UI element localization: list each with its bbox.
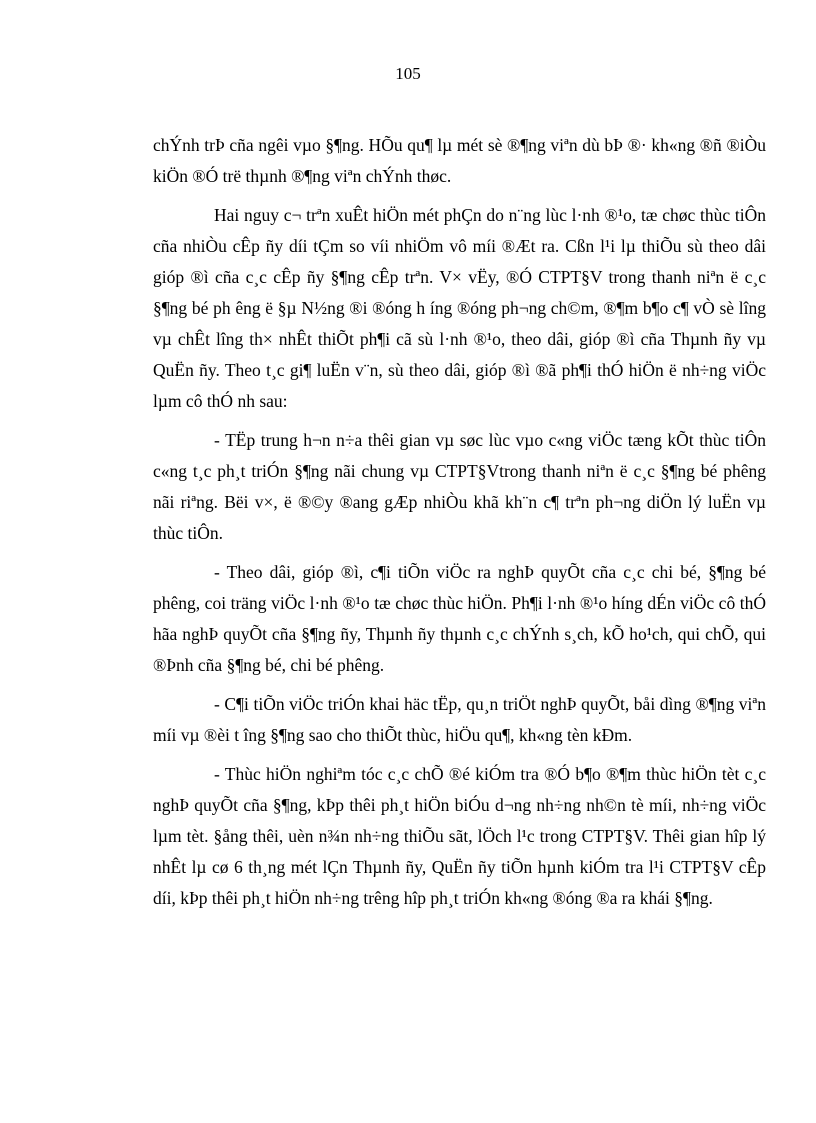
paragraph-6: - Thùc hiÖn nghiªm tóc c¸c chÕ ®é kiÓm tra ®Ó b¶o ®¶m thùc hiÖn tèt c¸c nghÞ quyÕt cña §¶ng, kÞp thêi ph¸t hiÖn biÓu d¬ng nh÷ng nh©n tè míi, nh÷ng viÖc lµm tèt. §ång thêi, uèn n¾n nh÷ng thiÕu sãt, lÖch l¹c trong CTPT§V. Thêi gian hîp lý nhÊt lµ cø 6 th¸ng mét lÇn Thµnh ñy, QuËn ñy tiÕn hµnh kiÓm tra l¹i CTPT§V cÊp díi, kÞp thêi ph¸t hiÖn nh÷ng trêng hîp ph¸t triÓn kh«ng ®óng ®a ra khái §¶ng. — [153, 764, 766, 908]
paragraph-4: - Theo dâi, gióp ®ì, c¶i tiÕn viÖc ra nghÞ quyÕt cña c¸c chi bé, §¶ng bé phêng, coi träng viÖc l·nh ®¹o tæ chøc thùc hiÖn. Ph¶i l·nh ®¹o híng dÉn viÖc cô thÓ hãa nghÞ quyÕt cña §¶ng ñy, Thµnh ñy thµnh c¸c chÝnh s¸ch, kÕ ho¹ch, qui chÕ, qui ®Þnh cña §¶ng bé, chi bé phêng. — [153, 562, 766, 675]
paragraph-1: chÝnh trÞ cña ngêi vµo §¶ng. HÕu qu¶ lµ mét sè ®¶ng viªn dù bÞ ®· kh«ng ®ñ ®iÒu kiÖn ®Ó trë thµnh ®¶ng viªn chÝnh thøc. — [153, 135, 766, 186]
paragraph-2: Hai nguy c¬ trªn xuÊt hiÖn mét phÇn do n¨ng lùc l·nh ®¹o, tæ chøc thùc tiÔn cña nhiÒu cÊp ñy díi tÇm so víi nhiÖm vô míi ®Æt ra. Cßn l¹i lµ thiÕu sù theo dâi gióp ®ì cña c¸c cÊp ñy §¶ng cÊp trªn. V× vËy, ®Ó CTPT§V trong thanh niªn ë c¸c §¶ng bé ph êng ë §µ N½ng ®i ®óng h íng ®óng ph¬ng ch©m, ®¶m b¶o c¶ vÒ sè lîng vµ chÊt lîng th× nhÊt thiÕt ph¶i cã sù l·nh ®¹o, theo dâi, gióp ®ì cña Thµnh ñy vµ QuËn ñy. Theo t¸c gi¶ luËn v¨n, sù theo dâi, gióp ®ì ®ã ph¶i thÓ hiÖn ë nh÷ng viÖc lµm cô thÓ nh sau: — [153, 205, 766, 411]
page-number: 105 — [395, 64, 421, 83]
paragraph-5: - C¶i tiÕn viÖc triÓn khai häc tËp, qu¸n triÖt nghÞ quyÕt, båi dìng ®¶ng viªn míi vµ ®èi t îng §¶ng sao cho thiÕt thùc, hiÖu qu¶, kh«ng tèn kÐm. — [153, 694, 766, 745]
paragraph-3: - TËp trung h¬n n÷a thêi gian vµ søc lùc vµo c«ng viÖc tæng kÕt thùc tiÔn c«ng t¸c ph¸t triÓn §¶ng nãi chung vµ CTPT§Vtrong thanh niªn ë c¸c §¶ng bé phêng nãi riªng. Bëi v×, ë ®©y ®ang gÆp nhiÒu khã kh¨n c¶ trªn ph¬ng diÖn lý luËn vµ thùc tiÔn. — [153, 430, 766, 543]
document-body — [153, 130, 766, 922]
